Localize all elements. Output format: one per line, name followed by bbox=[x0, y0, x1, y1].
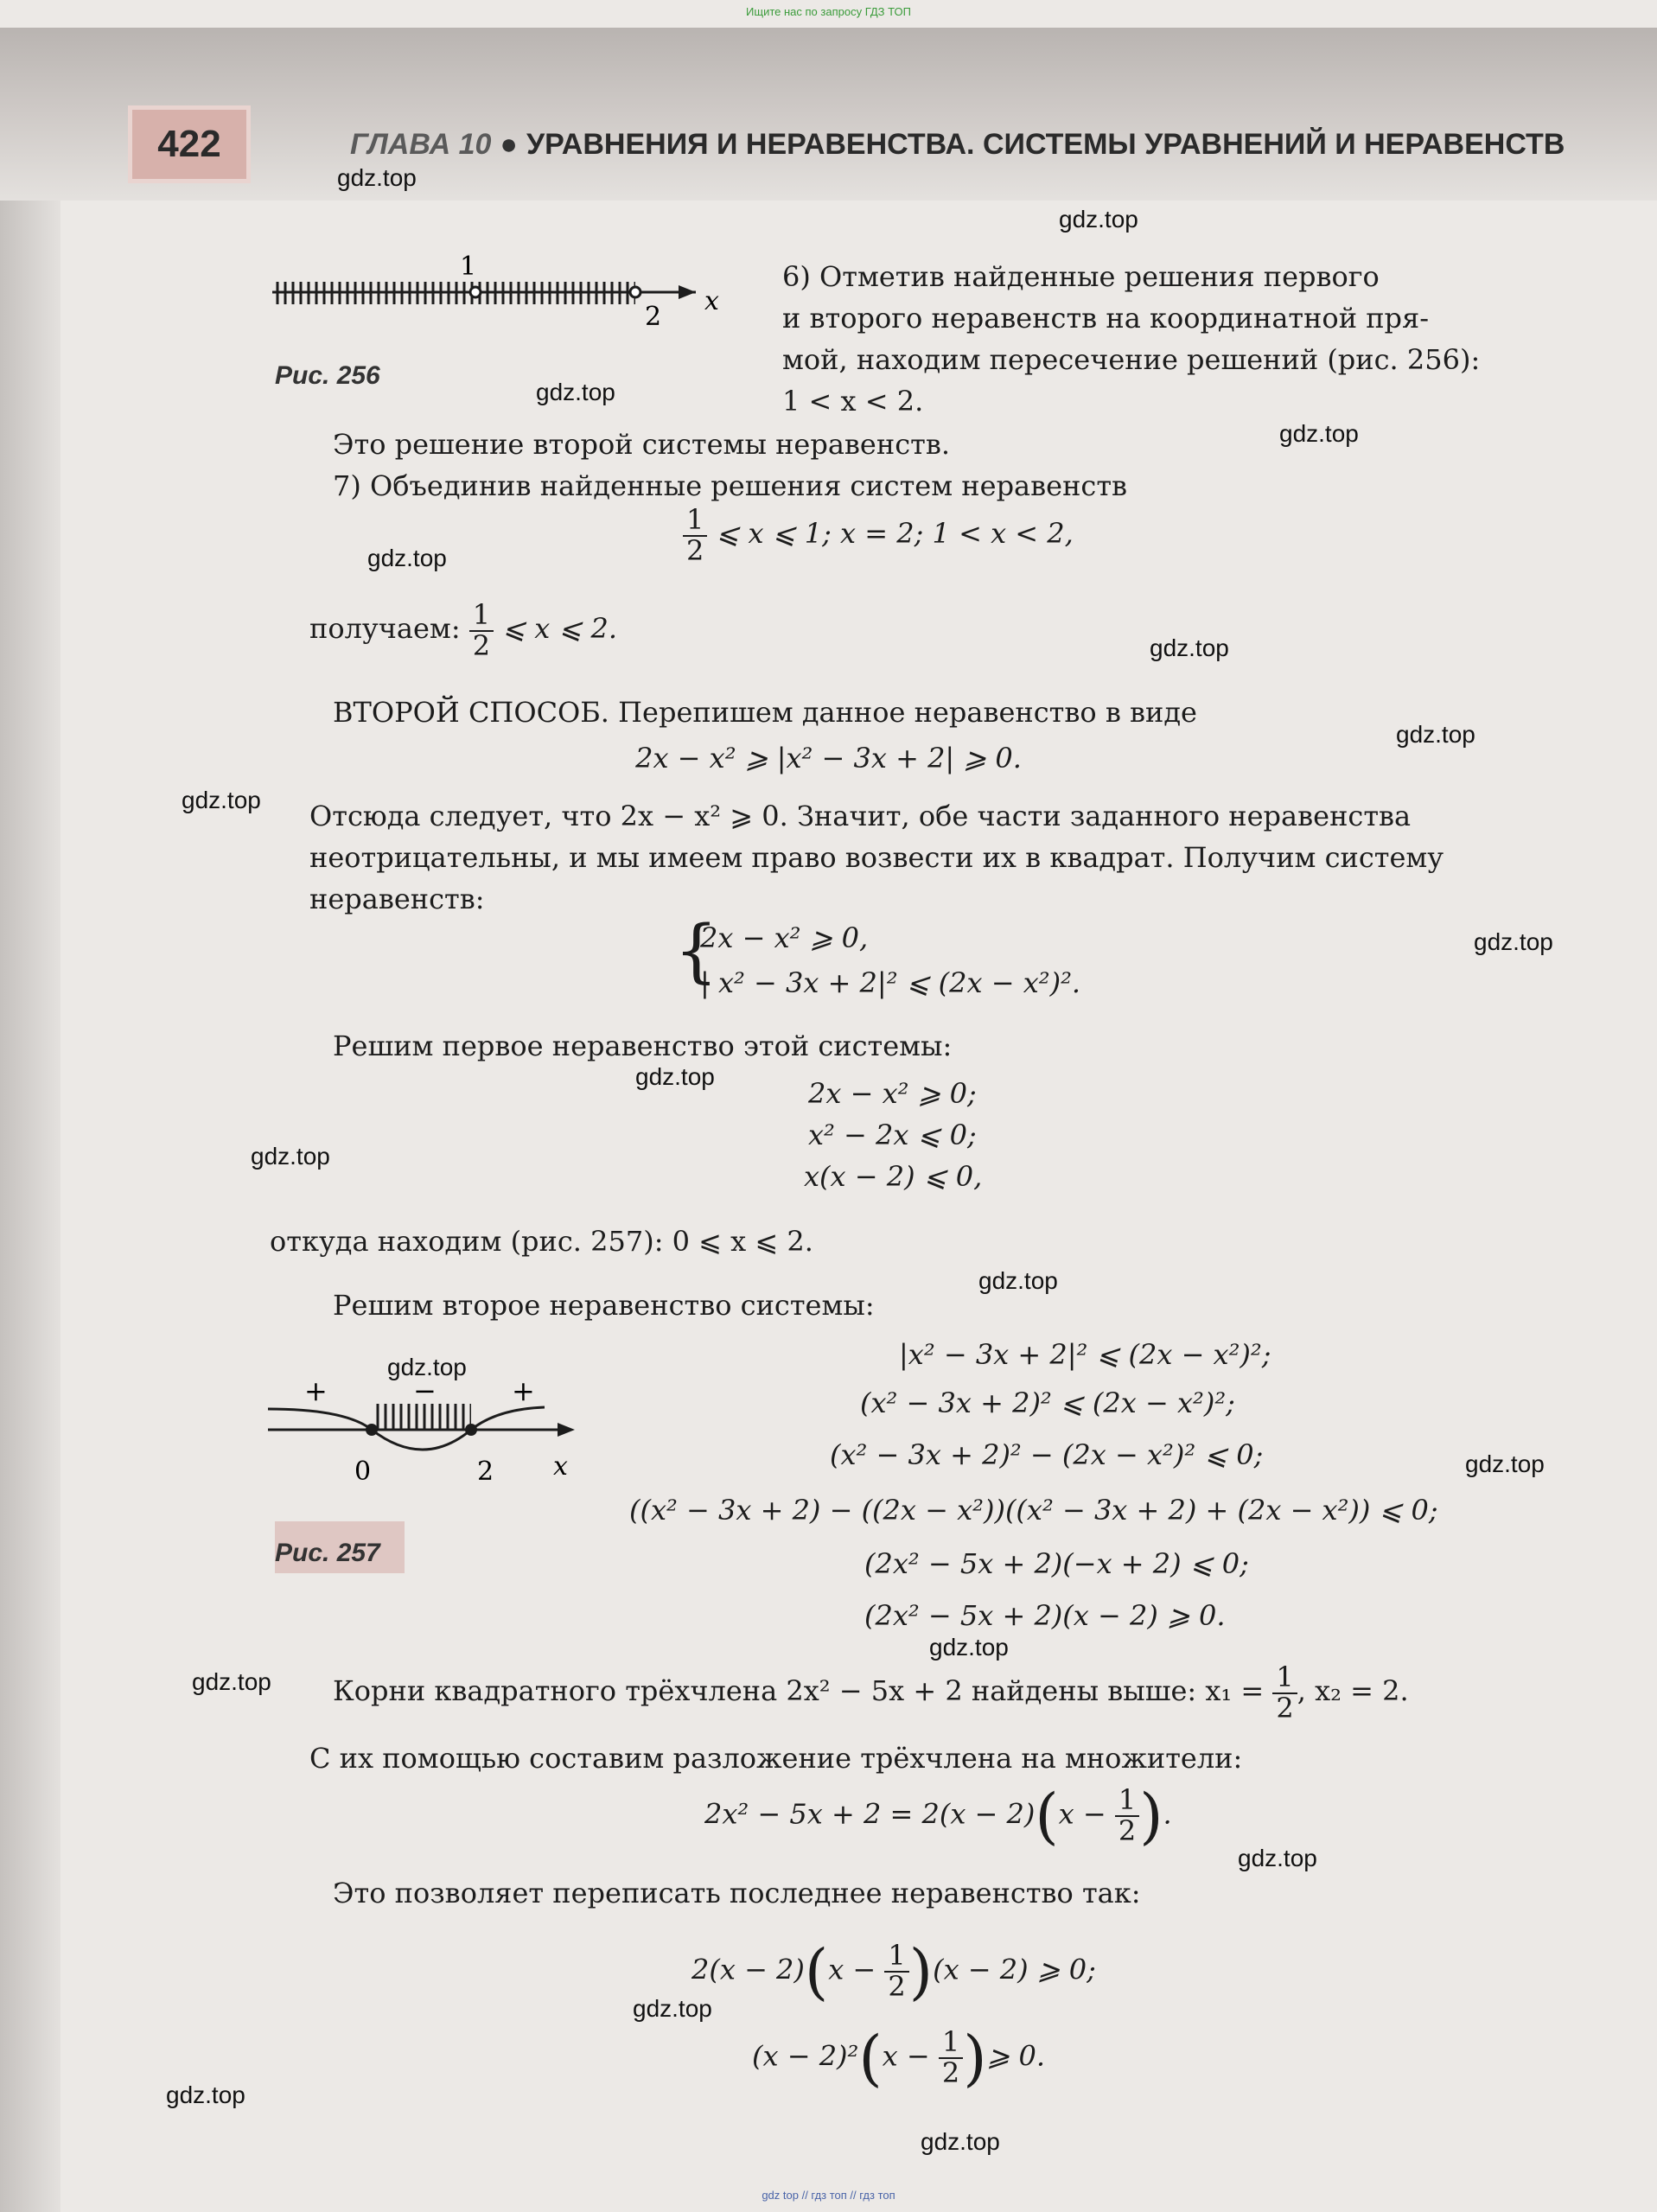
factor-num: 1 bbox=[1115, 1786, 1139, 1817]
got-rest: ⩽ x ⩽ 2. bbox=[494, 612, 618, 646]
whence: откуда находим (рис. 257): 0 ⩽ x ⩽ 2. bbox=[270, 1225, 813, 1258]
rewrite-intro: Это позволяет переписать последнее неравенство так: bbox=[333, 1877, 1141, 1909]
r2-num: 1 bbox=[939, 2028, 963, 2059]
follows-2: неотрицательны, и мы имеем право возвести их в квадрат. Получим систему bbox=[309, 841, 1444, 874]
label-2: 2 bbox=[645, 302, 662, 332]
hatch-region bbox=[372, 1404, 471, 1430]
side-band bbox=[0, 201, 61, 2212]
chapter-heading bbox=[350, 128, 1565, 162]
open-point-1 bbox=[470, 287, 481, 297]
p6-line4: 1 < x < 2. bbox=[782, 385, 924, 418]
got-line bbox=[309, 598, 618, 662]
f2: x² − 2x ⩽ 0; bbox=[808, 1119, 977, 1151]
watermark: gdz.top bbox=[921, 2128, 1000, 2155]
r2-line: (x − 2)²(x − $\frac{1}{2}$ )⩾ 0. bbox=[752, 2023, 1046, 2094]
union-line bbox=[683, 503, 1074, 567]
page-number: 422 bbox=[128, 105, 251, 183]
axis-arrow-icon bbox=[679, 285, 696, 299]
got-prefix: получаем: bbox=[309, 612, 469, 646]
axis-arrow-icon bbox=[558, 1423, 575, 1437]
factor-line: 2x² − 5x + 2 = 2(x − 2)(x − $\frac{1}{2}$ ). bbox=[704, 1781, 1172, 1852]
r1-den: 2 bbox=[888, 1970, 906, 2003]
s5: (2x² − 5x + 2)(−x + 2) ⩽ 0; bbox=[864, 1547, 1249, 1580]
label-0: 0 bbox=[354, 1457, 372, 1487]
r2-right: ⩾ 0. bbox=[986, 2039, 1046, 2073]
closed-point-2 bbox=[465, 1424, 477, 1436]
watermark: gdz.top bbox=[1396, 721, 1475, 748]
s6: (2x² − 5x + 2)(x − 2) ⩾ 0. bbox=[864, 1599, 1226, 1632]
solve-first: Решим первое неравенство этой системы: bbox=[333, 1030, 953, 1062]
roots-rest: , x₂ = 2. bbox=[1297, 1674, 1409, 1708]
watermark: gdz.top bbox=[635, 1063, 715, 1090]
got-num: 1 bbox=[469, 601, 494, 632]
watermark: gdz.top bbox=[1279, 420, 1359, 447]
fig256-caption: Рис. 256 bbox=[275, 361, 380, 390]
watermark: gdz.top bbox=[182, 787, 261, 813]
factor-end: . bbox=[1163, 1797, 1172, 1831]
solve-second: Решим второе неравенство системы: bbox=[333, 1289, 875, 1322]
s2: (x² − 3x + 2)² ⩽ (2x − x²)²; bbox=[860, 1386, 1235, 1419]
watermark: gdz.top bbox=[536, 379, 615, 405]
watermark: gdz.top bbox=[387, 1354, 467, 1380]
p7: 7) Объединив найденные решения систем неравенств bbox=[333, 469, 1128, 502]
open-point-2 bbox=[630, 287, 640, 297]
factor-paren-pre: x − bbox=[1058, 1797, 1115, 1831]
r2-den: 2 bbox=[941, 2056, 960, 2089]
sys-2: | x² − 3x + 2|² ⩽ (2x − x²)². bbox=[700, 966, 1081, 999]
union-rest: ⩽ x ⩽ 1; x = 2; 1 < x < 2, bbox=[716, 517, 1074, 551]
r1-num: 1 bbox=[884, 1941, 908, 1973]
watermark: gdz.top bbox=[192, 1668, 271, 1695]
r2-left: (x − 2)² bbox=[752, 2039, 859, 2073]
watermark: gdz.top bbox=[1238, 1845, 1317, 1871]
second-method: ВТОРОЙ СПОСОБ. Перепишем данное неравенство в виде bbox=[333, 696, 1197, 729]
sign-minus: − bbox=[413, 1374, 437, 1407]
roots-line bbox=[333, 1663, 1409, 1723]
top-note: Ищите нас по запросу ГДЗ ТОП bbox=[746, 5, 911, 18]
watermark: gdz.top bbox=[1465, 1450, 1545, 1477]
p6-line3: мой, находим пересечение решений (рис. 256): bbox=[782, 343, 1481, 376]
watermark: gdz.top bbox=[1059, 206, 1138, 233]
follows-3: неравенств: bbox=[309, 883, 485, 915]
factor-intro: С их помощью составим разложение трёхчлена на множители: bbox=[309, 1742, 1243, 1775]
r1-pre: x − bbox=[828, 1953, 885, 1986]
watermark: gdz.top bbox=[929, 1634, 1009, 1661]
s4: ((x² − 3x + 2) − ((2x − x²))((x² − 3x + 2) + (2x − x²)) ⩽ 0; bbox=[629, 1494, 1438, 1527]
roots-prefix: Корни квадратного трёхчлена 2x² − 5x + 2 найдены выше: x₁ = bbox=[333, 1674, 1273, 1708]
watermark: gdz.top bbox=[1150, 634, 1229, 661]
f3: x(x − 2) ⩽ 0, bbox=[804, 1160, 983, 1193]
system-brace: { bbox=[674, 910, 718, 991]
chapter-label: ГЛАВА 10 bbox=[350, 128, 492, 161]
label-2: 2 bbox=[477, 1457, 494, 1487]
label-x: x bbox=[553, 1451, 568, 1482]
chapter-title: УРАВНЕНИЯ И НЕРАВЕНСТВА. СИСТЕМЫ УРАВНЕНИЙ И НЕРАВЕНСТВ bbox=[526, 128, 1565, 161]
bullet-icon: ● bbox=[500, 128, 518, 161]
closed-point-0 bbox=[366, 1424, 378, 1436]
follows-1: Отсюда следует, что 2x − x² ⩾ 0. Значит, обе части заданного неравенства bbox=[309, 800, 1412, 832]
r2-pre: x − bbox=[882, 2039, 939, 2073]
p6-line1: 6) Отметив найденные решения первого bbox=[782, 260, 1380, 293]
got-den: 2 bbox=[472, 628, 491, 662]
watermark: gdz.top bbox=[337, 164, 417, 191]
s3: (x² − 3x + 2)² − (2x − x²)² ⩽ 0; bbox=[830, 1438, 1264, 1471]
watermark: gdz.top bbox=[251, 1143, 330, 1170]
r1-line: 2(x − 2)(x − $\frac{1}{2}$ )(x − 2) ⩾ 0; bbox=[691, 1936, 1096, 2007]
label-1: 1 bbox=[460, 252, 477, 282]
fig257-caption: Рис. 257 bbox=[275, 1539, 380, 1567]
union-den: 2 bbox=[686, 533, 704, 567]
f1: 2x − x² ⩾ 0; bbox=[808, 1077, 977, 1110]
sign-plus-left: + bbox=[304, 1374, 328, 1407]
figure-256 bbox=[268, 251, 735, 337]
roots-den: 2 bbox=[1276, 1691, 1294, 1724]
s1: |x² − 3x + 2|² ⩽ (2x − x²)²; bbox=[899, 1338, 1271, 1371]
p-second-system: Это решение второй системы неравенств. bbox=[333, 428, 950, 461]
p6-line2: и второго неравенств на координатной пря- bbox=[782, 302, 1429, 335]
watermark: gdz.top bbox=[367, 545, 447, 571]
factor-den: 2 bbox=[1118, 1814, 1137, 1847]
watermark: gdz.top bbox=[978, 1267, 1058, 1294]
bottom-note: gdz top // гдз топ // гдз топ bbox=[762, 2189, 895, 2202]
r1-right: (x − 2) ⩾ 0; bbox=[933, 1953, 1096, 1986]
sys-1: 2x − x² ⩾ 0, bbox=[700, 921, 869, 954]
watermark: gdz.top bbox=[633, 1995, 712, 2022]
union-num: 1 bbox=[683, 506, 707, 537]
factor-left: 2x² − 5x + 2 = 2(x − 2) bbox=[704, 1797, 1036, 1831]
sign-plus-right: + bbox=[512, 1374, 535, 1407]
r1-left: 2(x − 2) bbox=[691, 1953, 805, 1986]
watermark: gdz.top bbox=[166, 2081, 245, 2108]
eq-rewrite: 2x − x² ⩾ |x² − 3x + 2| ⩾ 0. bbox=[635, 742, 1022, 775]
figure-257 bbox=[259, 1374, 605, 1495]
watermark: gdz.top bbox=[1474, 928, 1553, 955]
roots-num: 1 bbox=[1272, 1663, 1297, 1694]
label-x: x bbox=[704, 286, 719, 316]
